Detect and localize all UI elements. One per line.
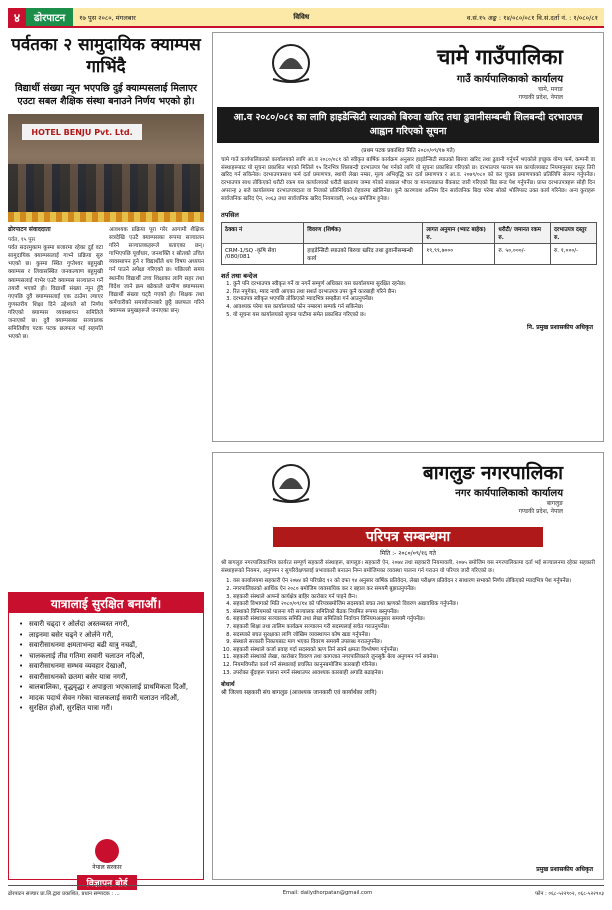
news-body	[8, 226, 204, 341]
photo-people	[8, 164, 204, 214]
brand-name: ढोरपाटन	[26, 8, 73, 26]
news-column-1	[8, 226, 103, 341]
terms-heading: शर्त तथा बन्देज	[221, 272, 258, 281]
table-cell: रु. ५०,०००/-	[495, 244, 551, 265]
travel-ad-heading: यात्रालाई सुरक्षित बनाऔं।	[9, 593, 203, 613]
ad-board-footer	[9, 839, 205, 889]
photo-flowers	[8, 212, 204, 222]
municipality-title: बागलुङ नगरपालिका	[422, 462, 563, 484]
chame-notice-header	[213, 33, 603, 107]
government-label: नेपाल सरकार	[92, 864, 122, 871]
circular-list	[213, 578, 603, 677]
list-item: • सवारीसाधनमा क्षमताभन्दा बढी यात्रु नचढौं,	[23, 640, 195, 651]
list-item: 3. सहकारी संस्थाले आफ्नो कार्यक्षेत्र बाहिर कारोबार गर्न पाइने छैन।	[233, 594, 595, 602]
office-location: चामे, मनाङ	[537, 86, 563, 93]
list-item: 4. आवश्यक परेमा यस कार्यालयको फोन नम्बरमा सम्पर्क गर्न सकिनेछ।	[233, 304, 595, 312]
list-item: • सवारीसाधनमा सम्भव व्यवहार देखाऔं,	[23, 661, 195, 672]
issue-date: १७ पुस २०८०, मंगलबार	[79, 13, 136, 22]
list-item: • लाइनमा बसेर चढ्ने र ओर्लने गरौं,	[23, 630, 195, 641]
list-item: 1. कुनै पनि दरभाउपत्र स्वीकृत गर्ने वा नगर्ने सम्पूर्ण अधिकार यस कार्यालयमा सुरक्षित रहनेछ।	[233, 281, 595, 289]
circular-signature: प्रमुख प्रशासकीय अधिकृत	[536, 866, 593, 873]
table-cell: CRM-1/SQ -कृषि सेवा /080/081	[222, 244, 304, 265]
page-number: ४	[8, 8, 26, 26]
list-item: 12. नियमविपरीत कार्य गर्ने संस्थालाई प्रचलित कानुनबमोजिम कारबाही गरिनेछ।	[233, 662, 595, 670]
nepal-emblem-icon	[95, 839, 119, 863]
photo-banner: HOTEL BENJU Pvt. Ltd.	[22, 124, 142, 140]
notices-column	[212, 32, 604, 880]
list-item: 3. दरभाउपत्र स्वीकृत भएपछि तोकिएको म्यादभित्र सम्झौता गर्न आउनुपर्नेछ।	[233, 296, 595, 304]
office-province: गण्डकी प्रदेश, नेपाल	[518, 94, 563, 101]
news-subheadline: विद्यार्थी संख्या न्यून भएपछि दुई क्याम्पसलाई मिलाएर एउटा सबल शैक्षिक संस्था बनाउने निर्णय भएको हो।	[15, 83, 197, 107]
list-item: 5. यो सूचना यस कार्यालयको सूचना पाटीमा समेत प्रकाशित गरिएको छ।	[233, 312, 595, 320]
office-province: गण्डकी प्रदेश, नेपाल	[518, 508, 563, 515]
tender-table	[221, 222, 597, 265]
list-item: 4. सहकारी विभागको मिति २०८०/०९/१४ को परिपत्रबमोजिम सदस्यको बचत तथा ऋणको विवरण अद्यावधिक गर्नुपर्नेछ।	[233, 601, 595, 609]
bodhartha-block	[213, 677, 603, 697]
contact-email: Email: dailydhorpatan@gmail.com	[282, 889, 373, 896]
bodhartha-text: श्री जिल्ला सहकारी संघ बागलुङ (आवश्यक जानकारी एवं कार्यार्थका लागि)	[221, 690, 377, 697]
list-item: 11. सहकारी संस्थाको लेखा, कारोबार विवरण तथा कागजात नगरपालिकाले जुनसुकै बेला अनुगमन गर्न सक्नेछ।	[233, 654, 595, 662]
column-header: विवरण (शिर्षक)	[304, 223, 423, 244]
dateline: पर्वत, १५ पुस	[8, 237, 36, 244]
table-row	[222, 244, 597, 265]
news-text-2: आवश्यक प्रक्रिया पूरा गरेर आगामी शैक्षिक सत्रदेखि एउटै क्याम्पसका रूपमा सञ्चालन गरिने सञ्चालकहरूले बताएका छन्। गाभिएपछि पूर्वाधार, जनशक्ति र स्रोतको उचित व्यवस्थापन हुने र विद्यार्थीले थप विषय अध्ययन गर्न पाउने अपेक्षा गरिएको छ। पछिल्लो समय स्थानीय विद्यार्थी उच्च शिक्षाका लागि सहर तथा विदेश जाने क्रम बढेकाले ग्रामीण क्याम्पसमा विद्यार्थी संख्या घट्दै गएको हो। शिक्षक तथा कर्मचारीको समायोजनबारे छुट्टै छलफल गरिने क्याम्पस प्रमुखहरूले जनाएका छन्।	[109, 227, 204, 314]
contact-phone: फोन : ०६८-५२२९०२, ०६८-५२२९०३	[535, 890, 604, 897]
date-bar	[73, 8, 604, 26]
column-header: ठेक्का नं	[222, 223, 304, 244]
news-column	[8, 32, 204, 889]
list-item: 2. रित नपुगेका, म्याद नाघी आएका तथा सशर्त दरभाउपत्र उपर कुनै कारबाही गरिने छैन।	[233, 289, 595, 297]
news-photo	[8, 114, 204, 222]
list-item: • मादक पदार्थ सेवन गरेका चालकलाई सवारी चलाउन नदिऔं,	[23, 693, 195, 704]
news-column-2	[109, 226, 204, 341]
table-cell: रु. १,०००/-	[550, 244, 596, 265]
municipality-title: चामे गाउँपालिका	[436, 45, 563, 69]
terms-list	[213, 281, 603, 319]
list-item: 5. संस्थाको विनियमको पालना गरी सञ्चालक समितिको बैठक नियमित रूपमा बस्नुपर्नेछ।	[233, 609, 595, 617]
notice-signature: नि. प्रमुख प्रशासकीय अधिकृत	[527, 324, 593, 332]
circular-intro: श्री बागलुङ नगरपालिकाभित्र कार्यरत सम्पूर्ण सहकारी संस्थाहरू, बागलुङ। सहकारी ऐन, २०७४ तथा सहकारी नियमावली, २०७५ बमोजिम यस नगरपालिकामा दर्ता भई सञ्चालनमा रहेका सहकारी संस्थाहरूको नियमन, अनुगमन र सुपरिवेक्षणलाई प्रभावकारी बनाउन निम्न बमोजिमका व्यवस्था पालना गर्न गराउन यो परिपत्र जारी गरिएको छ।	[221, 560, 595, 574]
reporter-byline: ढोरपाटन संवाददाता	[8, 226, 51, 233]
baglung-notice	[212, 452, 604, 880]
list-item: • चालकलाई तीव्र गतिमा सवारी चलाउन नदिऔं,	[23, 651, 195, 662]
chame-notice	[212, 32, 604, 442]
list-item: 1. यस कार्यालयमा सहकारी ऐन २०७४ को परिच्छेद १२ को दफा ९४ अनुसार वार्षिक प्रतिवेदन, लेखा परीक्षण प्रतिवेदन र साधारण सभाको निर्णय तोकिएको म्यादभित्र पेश गर्नुपर्नेछ।	[233, 578, 595, 586]
baglung-notice-header	[213, 453, 603, 527]
list-item: 6. सहकारी संस्थाका सञ्चालक समिति तथा लेखा समितिको निर्वाचन विनियमअनुसार समयमै गर्नुपर्नेछ।	[233, 616, 595, 624]
registration-info: व.सं.१५ अङ्क : १४/०८०/०८१ वि.सं.दर्ता नं. : १/०८०/८१	[466, 13, 598, 22]
nepal-coat-of-arms-icon	[265, 39, 317, 85]
column-header: धरौटी/ जमानत रकम रु.	[495, 223, 551, 244]
publish-note: (प्रथम पटक प्रकाशित मिति २०८०/०९/१७ गते)	[361, 148, 455, 154]
circular-title-band: परिपत्र सम्बन्धमा	[273, 527, 543, 547]
page-footer	[8, 885, 604, 899]
list-item: • सुरक्षित होऔं, सुरक्षित यात्रा गरौं।	[23, 703, 195, 714]
ad-board-label: विज्ञापन बोर्ड	[77, 875, 138, 890]
table-cell: १९,९९,७०००	[423, 244, 495, 265]
news-headline: पर्वतका २ सामुदायिक क्याम्पस गाभिंदै	[11, 35, 201, 77]
table-label: तपसिल	[221, 211, 239, 220]
notice-body: चामे गाउँ कार्यपालिकाको कार्यालयको लागि आ.व २०८०/०८१ को स्वीकृत बार्षिक कार्यक्रम अनुसार हाइडेन्सिटी स्याउको बिरुवा खरिद तथा ढुवानी गर्नुपर्ने भएकोले इच्छुक योग्य फर्म, कम्पनी वा संस्थाहरूबाट यो सूचना प्रकाशित भएको मितिले १५ दिनभित्र शिलबन्दी दरभाउपत्र पेश गर्नको लागि यो सूचना प्रकाशित गरिएको छ। दरभाउपत्र फाराम यस कार्यालयबाट नियमानुसार दस्तुर तिरी खरिद गर्न सकिनेछ। दरभाउपत्रसाथ फर्म दर्ता प्रमाणपत्र, स्थायी लेखा नम्बर, मूल्य अभिवृद्धि कर दर्ता प्रमाणपत्र र आ.व. २०७९/०८० को कर चुक्ता प्रमाणपत्रको प्रतिलिपि संलग्न गर्नुपर्नेछ। दरभाउपत्र साथ तोकिएको धरौटी रकम यस कार्यालयको धरौटी खातामा जम्मा गरेको सक्कल भौचर वा मान्यताप्राप्त बैंकबाट जारी गरिएको बिड बन्ड पेश गर्नुपर्नेछ। प्राप्त दरभाउपत्रहरू सोही दिन अपरान्ह ३ बजे कार्यालयमा दरभाउपत्रदाता वा निजको प्रतिनिधिको रोहवरमा खोलिनेछ। कुनै कारणवश अन्तिम दिन सार्वजनिक बिदा परेमा सोको भोलिपल्ट उक्त कार्य गरिनेछ। अन्य कुराहरू सार्वजनिक खरिद ऐन, २०६३ तथा सार्वजनिक खरिद नियमावली, २०६४ बमोजिम हुनेछ।	[221, 157, 595, 202]
publisher-info: ढोरपाटन सञ्चार प्रा.लि.द्वारा प्रकाशित, प्रधान सम्पादक : ...	[8, 890, 120, 897]
column-header: लागत अनुमान (भ्याट बाहेक) रु.	[423, 223, 495, 244]
list-item: • सवारीसाधनको छतमा बसेर यात्रा नगरौं,	[23, 672, 195, 683]
list-item: • सवारी चढ्दा र ओर्लदा अस्तव्यस्त नगरौं,	[23, 619, 195, 630]
nepal-coat-of-arms-icon	[265, 459, 317, 505]
bodhartha-label: बोधार्थ	[221, 682, 235, 689]
list-item: 10. सहकारी संस्थाले कर्जा प्रवाह गर्दा सदस्यको ऋण तिर्न सक्ने क्षमता विश्लेषण गर्नुपर्नेछ।	[233, 647, 595, 655]
list-item: • बालबालिका, वृद्धवृद्धा र अपाङ्गता भएकालाई प्राथमिकता दिऔं,	[23, 682, 195, 693]
office-name: गाउँ कार्यपालिकाको कार्यालय	[456, 74, 563, 85]
list-item: 7. सहकारी शिक्षा तथा तालिम कार्यक्रम सञ्चालन गरी सदस्यलाई सचेत गराउनुपर्नेछ।	[233, 624, 595, 632]
table-header-row	[222, 223, 597, 244]
list-item: 2. नगरपालिकाको आर्थिक ऐन २०८० बमोजिम व्यवसायिक कर र बहाल कर समयमै बुझाउनुपर्नेछ।	[233, 586, 595, 594]
travel-ad-list	[9, 613, 203, 714]
news-text-1: पर्वत सदरमुकाम कुस्मा बजारमा रहेका दुई वटा सामुदायिक क्याम्पसलाई गाभ्ने प्रक्रिया सुरु भएको छ। कुस्मा स्थित गुप्तेश्वर बहुमुखी क्याम्पस र लिवासस्थित जनकल्याण बहुमुखी क्याम्पसलाई गाभेर एउटै क्याम्पस सञ्चालन गर्ने तयारी भएको हो। विद्यार्थी संख्या न्यून हुँदै गएपछि दुवै क्याम्पसलाई एक ठाउँमा ल्याएर गुणस्तरीय शिक्षा दिने उद्देश्यले सो निर्णय गरिएको क्याम्पस व्यवस्थापन समितिले जनाएको छ। दुवै क्याम्पसका सञ्चालक समितिबीच पटक पटक छलफल भई सहमति भएको छ।	[8, 245, 103, 341]
masthead-strip	[8, 8, 604, 26]
notice-title-band: आ.व २०८०/०८१ का लागि हाइडेन्सिटी स्याउको बिरुवा खरिद तथा ढुवानीसम्बन्धी शिलबन्दी दरभाउपत्र आह्वान गरिएको सूचना	[217, 107, 599, 143]
list-item: 8. सदस्यको बचत सुरक्षाका लागि जोखिम व्यवस्थापन कोष खडा गर्नुपर्नेछ।	[233, 632, 595, 640]
office-name: नगर कार्यपालिकाको कार्यालय	[455, 488, 563, 499]
section-label: विविध	[293, 12, 310, 21]
office-location: बागलुङ	[546, 500, 563, 507]
circular-date: मिति :- २०८०/०९/१६ गते	[380, 550, 436, 557]
header-divider	[8, 26, 604, 28]
list-item: 13. उपरोक्त बुँदाहरू पालना नगर्ने संस्थाउपर आवश्यक कारबाही अगाडि बढाइनेछ।	[233, 670, 595, 678]
list-item: 9. संस्थाले सरकारी निकायबाट माग भएका विवरण समयमै उपलब्ध गराउनुपर्नेछ।	[233, 639, 595, 647]
table-cell: हाइडेन्सिटी स्याउको बिरुवा खरिद तथा ढुवानीसम्बन्धी कार्य	[304, 244, 423, 265]
travel-safety-ad	[8, 592, 204, 889]
column-header: दरभाउपत्र दस्तुर रु.	[550, 223, 596, 244]
